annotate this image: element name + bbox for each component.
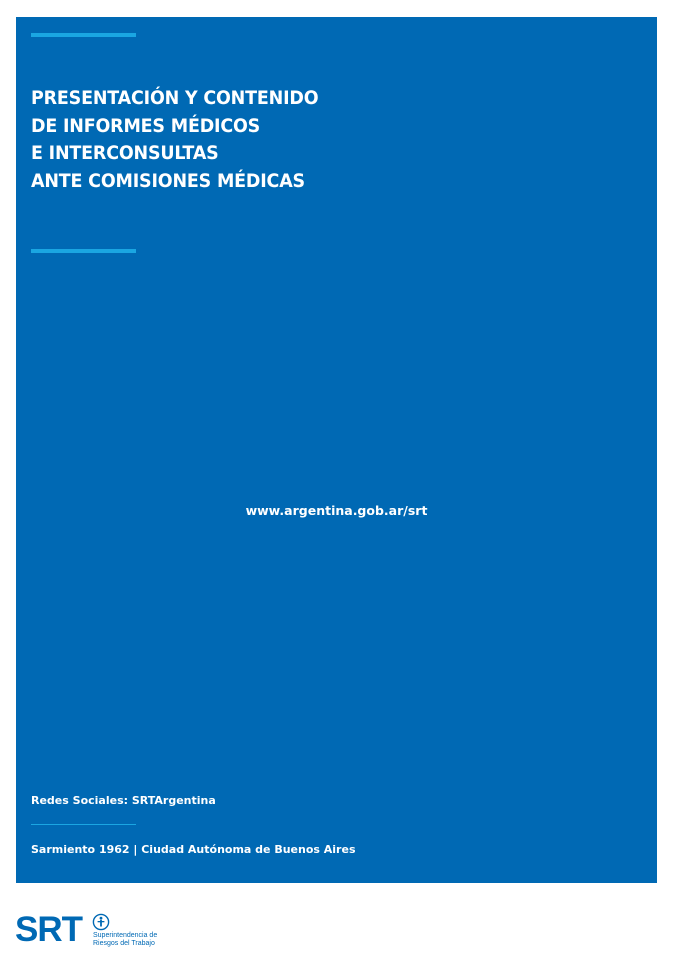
title-line-4: ANTE COMISIONES MÉDICAS bbox=[31, 169, 305, 192]
logo-subtitle-line-1: Superintendencia de bbox=[93, 932, 158, 939]
document-title bbox=[31, 85, 318, 195]
srt-emblem-icon bbox=[92, 913, 110, 931]
logo-letters: SRT bbox=[15, 910, 82, 949]
website-url: www.argentina.gob.ar/srt bbox=[245, 503, 428, 518]
top-accent-bar bbox=[31, 33, 136, 37]
title-line-3: E INTERCONSULTAS bbox=[31, 142, 219, 164]
title-line-2: DE INFORMES MÉDICOS bbox=[31, 114, 261, 137]
address-text: Sarmiento 1962 | Ciudad Autónoma de Buenos Aires bbox=[31, 843, 356, 856]
cover-panel bbox=[16, 17, 657, 883]
logo-subtitle-line-2: Riesgos del Trabajo bbox=[93, 940, 155, 947]
srt-logo bbox=[15, 910, 185, 950]
footer-divider bbox=[31, 824, 136, 825]
title-accent-bar bbox=[31, 249, 136, 253]
title-line-1: PRESENTACIÓN Y CONTENIDO bbox=[31, 87, 319, 109]
logo-subtitle bbox=[93, 932, 157, 948]
social-networks-text: Redes Sociales: SRTArgentina bbox=[31, 794, 216, 807]
